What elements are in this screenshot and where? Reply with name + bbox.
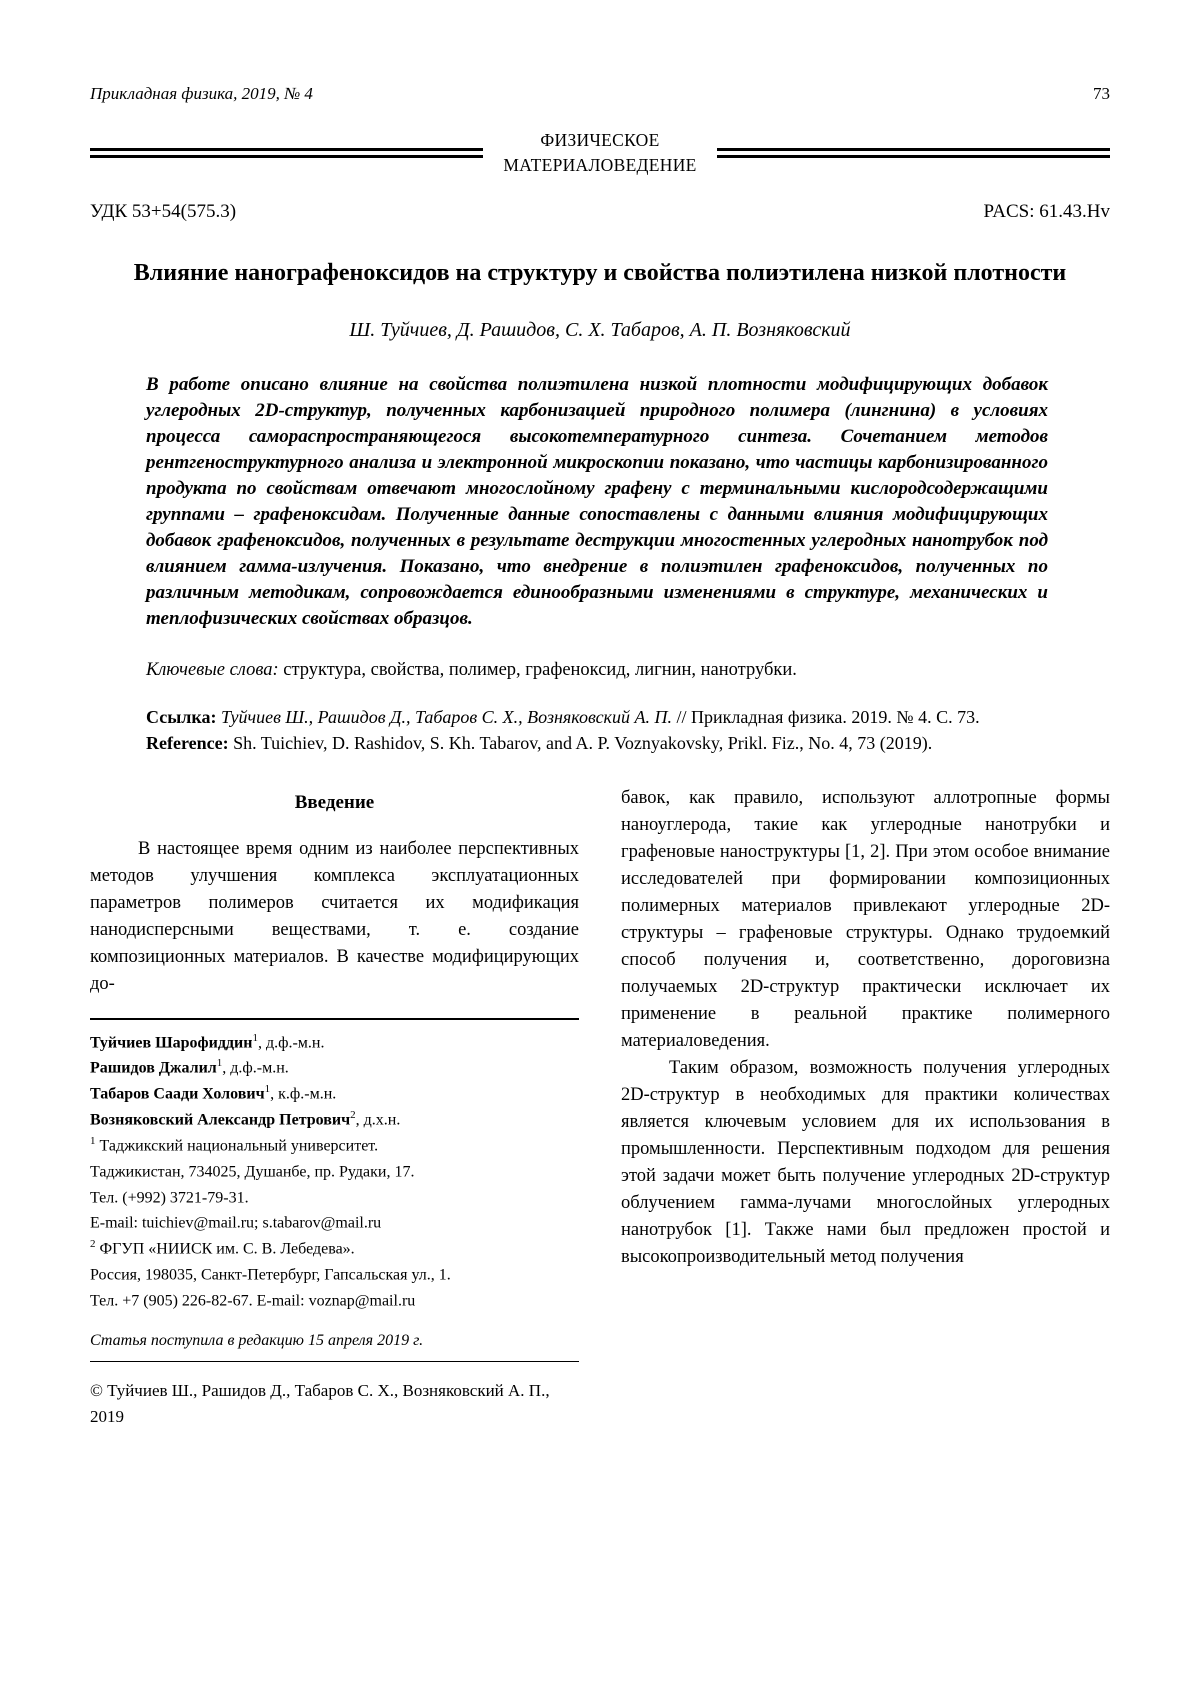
footnote-line-text: Тел. (+992) 3721-79-31. <box>90 1188 249 1206</box>
footnote-separator <box>90 1018 579 1020</box>
footnote-author-name: Возняковский Александр Петрович <box>90 1111 351 1129</box>
two-column-body <box>90 785 1110 1431</box>
received-separator <box>90 1361 579 1362</box>
footnote-line <box>90 1079 579 1105</box>
footnote-author-marker: 1 <box>216 1057 223 1070</box>
footnote-author-name: Рашидов Джалил <box>90 1059 217 1077</box>
footnote-line <box>90 1157 579 1183</box>
footnote-line-text: Таджикский национальный университет. <box>95 1137 379 1155</box>
footnote-line <box>90 1053 579 1079</box>
section-title-line1: ФИЗИЧЕСКОЕ <box>540 130 660 150</box>
footnote-line <box>90 1286 579 1312</box>
footnote-line-text: Тел. +7 (905) 226-82-67. E-mail: voznap@mail.ru <box>90 1292 416 1310</box>
footnote-line <box>90 1028 579 1054</box>
footnote-author-marker: 1 <box>252 1031 258 1044</box>
right-column <box>621 785 1110 1431</box>
udk-code: УДК 53+54(575.3) <box>90 201 237 222</box>
footnote-line-text: , д.х.н. <box>355 1111 401 1129</box>
page-number: 73 <box>1093 84 1110 103</box>
reference-label: Reference: <box>146 732 229 753</box>
footnote-lines <box>90 1028 579 1312</box>
copyright-note: © Туйчиев Ш., Рашидов Д., Табаров С. Х., Возняковский А. П., 2019 <box>90 1381 550 1427</box>
section-banner <box>90 128 1110 177</box>
footnote-line-text: , д.ф.-м.н. <box>257 1033 325 1051</box>
intro-paragraph: В настоящее время одним из наиболее перспективных методов улучшения комплекса эксплуатационных параметров полимеров считается их модификация нанодисперсными веществами, т. е. создание композиционных материалов. В качестве модифицирующих до- <box>90 838 579 994</box>
body-paragraph-continuation: бавок, как правило, используют аллотропные формы наноуглерода, такие как углеродные нанотрубки и графеновые наноструктуры [1, 2]. При этом особое внимание исследователей при формировании композиционных полимерных материалов привлекают углеродные 2D-структуры – графеновые структуры. Однако трудоемкий способ получения и, соответственно, дороговизна получаемых 2D-структур практически исключает их применение в реальной практике полимерного материаловедения. <box>621 787 1110 1051</box>
body-paragraph: Таким образом, возможность получения углеродных 2D-структур в необходимых для практики количествах является ключевым условием для их использования в промышленности. Перспективным подходом для решения этой задачи может быть получение углеродных 2D-структур облучением гамма-лучами многослойных углеродных нанотрубок [1]. Также нами был предложен простой и высокопроизводительный метод получения <box>621 1057 1110 1267</box>
footnote-line <box>90 1131 579 1157</box>
footnote-affiliation-marker: 1 <box>90 1134 96 1147</box>
footnote-author-name: Туйчиев Шарофиддин <box>90 1033 253 1051</box>
running-head <box>90 84 1110 104</box>
footnote-line <box>90 1105 579 1131</box>
codes-row <box>90 201 1110 223</box>
footnote-line-text: , к.ф.-м.н. <box>270 1085 337 1103</box>
intro-heading: Введение <box>294 791 375 813</box>
footnote-affiliation-marker: 2 <box>90 1238 96 1251</box>
citation-en <box>90 731 1110 755</box>
footnote-block <box>90 1018 579 1431</box>
received-note: Статья поступила в редакцию 15 апреля 2019 г. <box>90 1331 424 1349</box>
section-title <box>503 128 696 177</box>
keywords <box>146 660 1110 681</box>
footnote-line-text: , д.ф.-м.н. <box>222 1059 289 1077</box>
left-column <box>90 785 579 1431</box>
citation-rest: // Прикладная физика. 2019. № 4. С. 73. <box>671 706 980 727</box>
section-title-line2: МАТЕРИАЛОВЕДЕНИЕ <box>503 154 697 175</box>
double-rule-left <box>90 148 483 158</box>
abstract: В работе описано влияние на свойства полиэтилена низкой плотности модифицирующих добавок углеродных 2D-структур, полученных карбонизацией природного полимера (лингнина) в условиях процесса самораспространяющегося высокотемпературного синтеза. Сочетанием методов рентгеноструктурного анализа и электронной микроскопии показано, что частицы карбонизированного продукта по свойствам отвечают многослойному графену с терминальными кислородсодержащими группами – графеноксидам. Полученные данные сопоставлены с данными влияния модифицирующих добавок графеноксидов, полученных в результате деструкции многостенных углеродных нанотрубок под влиянием гамма-излучения. Показано, что внедрение в полиэтилен графеноксидов, полученных по различным методикам, сопровождается единообразными изменениями в структуре, механических и теплофизических свойствах образцов. <box>146 373 1048 629</box>
footnote-line <box>90 1234 579 1260</box>
article-title: Влияние нанографеноксидов на структуру и свойства полиэтилена низкой плотности <box>133 260 1067 286</box>
footnote-author-marker: 2 <box>350 1109 356 1122</box>
keywords-text: структура, свойства, полимер, графеноксид, лигнин, нанотрубки. <box>278 659 797 680</box>
footnote-author-marker: 1 <box>264 1083 271 1096</box>
reference-text: Sh. Tuichiev, D. Rashidov, S. Kh. Tabarov, and A. P. Voznyakovsky, Prikl. Fiz., No. 4, 73 (2019). <box>228 732 933 753</box>
pacs-code: PACS: 61.43.Hv <box>983 201 1110 222</box>
footnote-line-text: Россия, 198035, Санкт-Петербург, Гапсальская ул., 1. <box>90 1266 451 1284</box>
journal-title: Прикладная физика, 2019, № 4 <box>90 84 313 103</box>
footnote-line-text: E-mail: tuichiev@mail.ru; s.tabarov@mail.ru <box>90 1214 382 1232</box>
citation-label: Ссылка: <box>146 706 217 727</box>
footnote-line-text: ФГУП «НИИСК им. С. В. Лебедева». <box>95 1240 355 1258</box>
footnote-line-text: Таджикистан, 734025, Душанбе, пр. Рудаки, 17. <box>90 1163 415 1181</box>
double-rule-right <box>717 148 1110 158</box>
authors-line: Ш. Туйчиев, Д. Рашидов, С. Х. Табаров, А. П. Возняковский <box>349 318 851 341</box>
footnote-author-name: Табаров Саади Холович <box>90 1085 265 1103</box>
citation-ru <box>90 705 1110 729</box>
keywords-label: Ключевые слова: <box>146 659 279 680</box>
citation-authors: Туйчиев Ш., Рашидов Д., Табаров С. Х., Возняковский А. П. <box>216 706 672 727</box>
footnote-line <box>90 1183 579 1209</box>
footnote-line <box>90 1208 579 1234</box>
footnote-line <box>90 1260 579 1286</box>
